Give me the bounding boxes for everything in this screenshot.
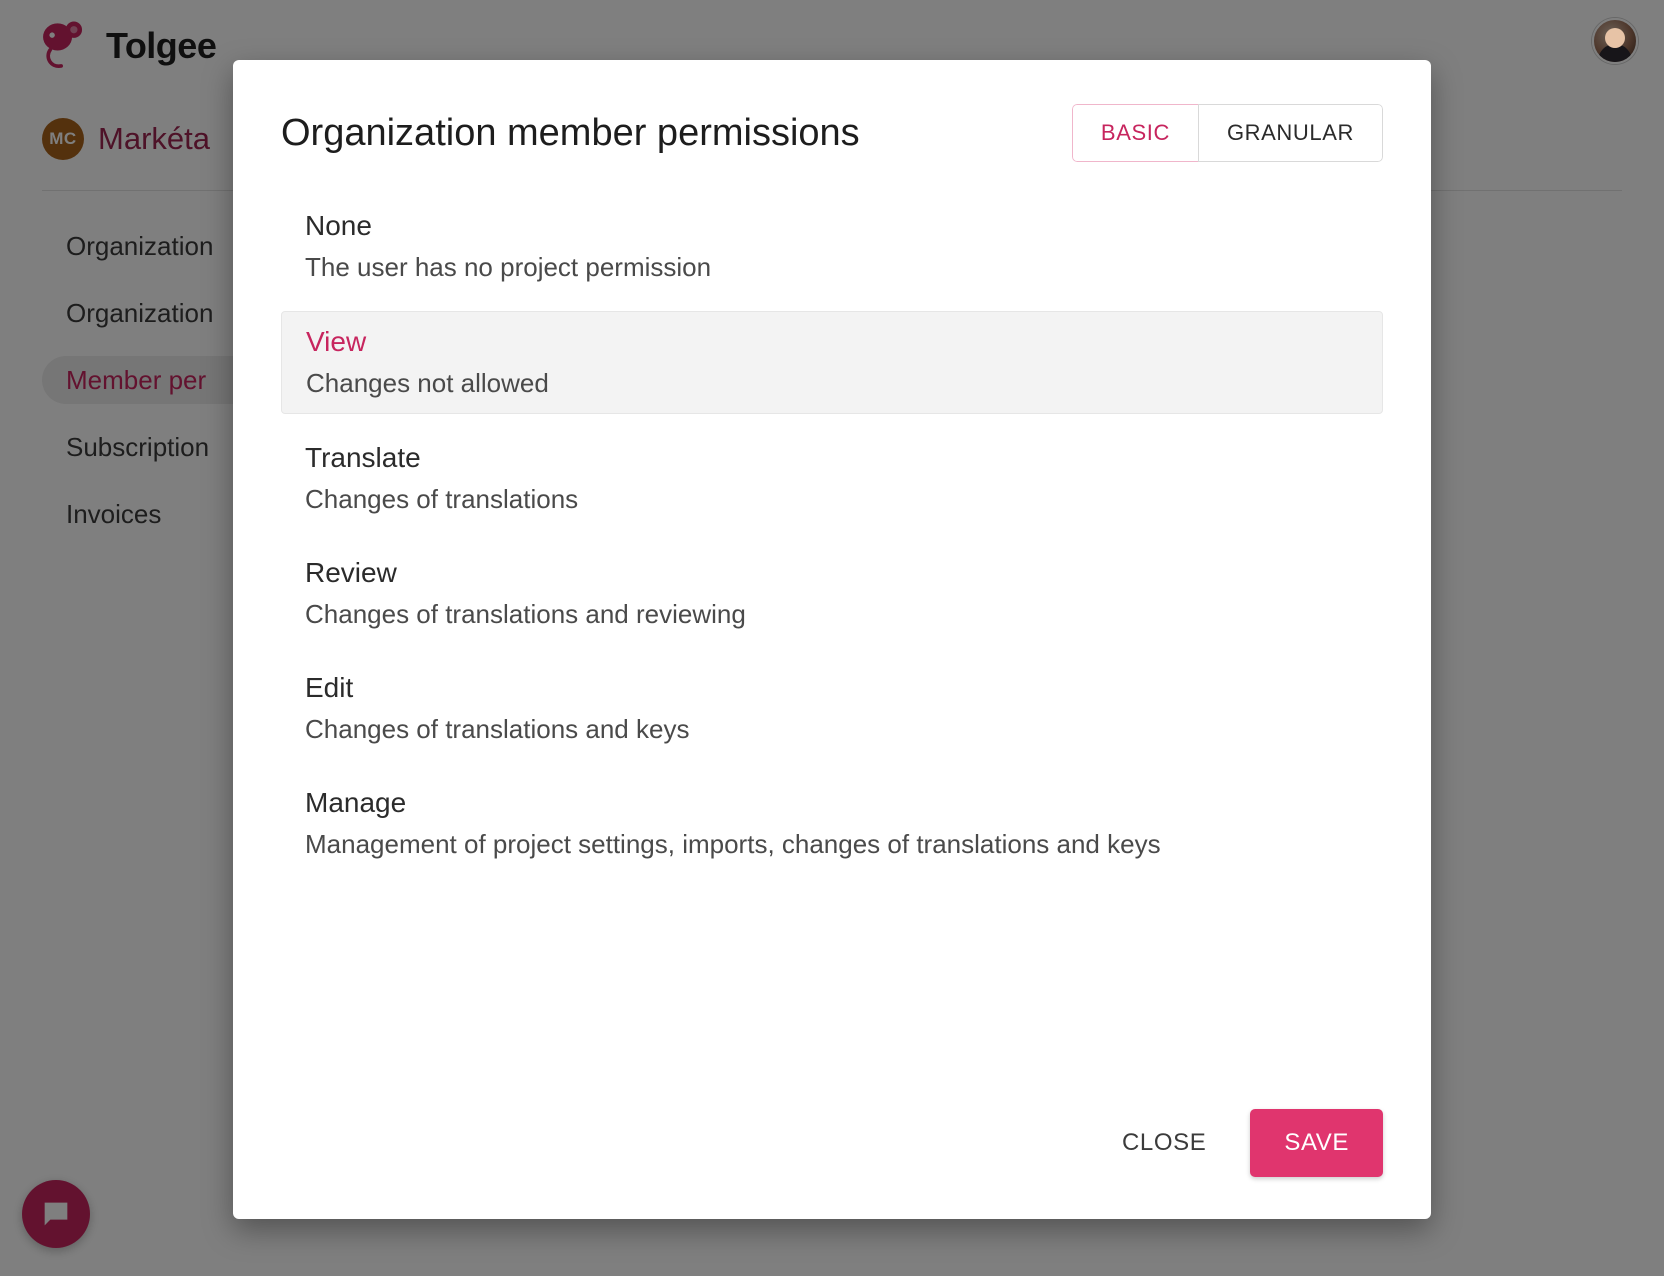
- save-button[interactable]: SAVE: [1250, 1109, 1383, 1177]
- option-description: Changes of translations: [305, 484, 579, 514]
- dialog-footer: [281, 1109, 1383, 1219]
- permission-option-review[interactable]: [281, 543, 1383, 644]
- option-description: Changes of translations and keys: [305, 714, 690, 744]
- permission-options-list: [281, 196, 1383, 888]
- permission-option-none[interactable]: [281, 196, 1383, 297]
- option-title: Manage: [305, 787, 407, 818]
- dialog-title: Organization member permissions: [281, 111, 860, 154]
- tab-basic[interactable]: BASIC: [1072, 104, 1198, 162]
- option-description: Management of project settings, imports, changes of translations and keys: [305, 829, 1161, 859]
- option-title: None: [305, 210, 372, 241]
- tab-granular[interactable]: GRANULAR: [1198, 104, 1383, 162]
- option-description: The user has no project permission: [305, 252, 712, 282]
- option-title: View: [306, 326, 367, 357]
- option-title: Review: [305, 557, 397, 588]
- permission-option-translate[interactable]: [281, 428, 1383, 529]
- member-permissions-dialog: [233, 60, 1431, 1219]
- option-title: Translate: [305, 442, 421, 473]
- close-button[interactable]: CLOSE: [1100, 1113, 1228, 1173]
- dialog-header: [281, 60, 1383, 162]
- permission-mode-toggle: [1072, 104, 1383, 162]
- option-description: Changes not allowed: [306, 368, 549, 398]
- option-title: Edit: [305, 672, 354, 703]
- permission-option-edit[interactable]: [281, 658, 1383, 759]
- option-description: Changes of translations and reviewing: [305, 599, 746, 629]
- permission-option-manage[interactable]: [281, 773, 1383, 874]
- permission-option-view[interactable]: [281, 311, 1383, 414]
